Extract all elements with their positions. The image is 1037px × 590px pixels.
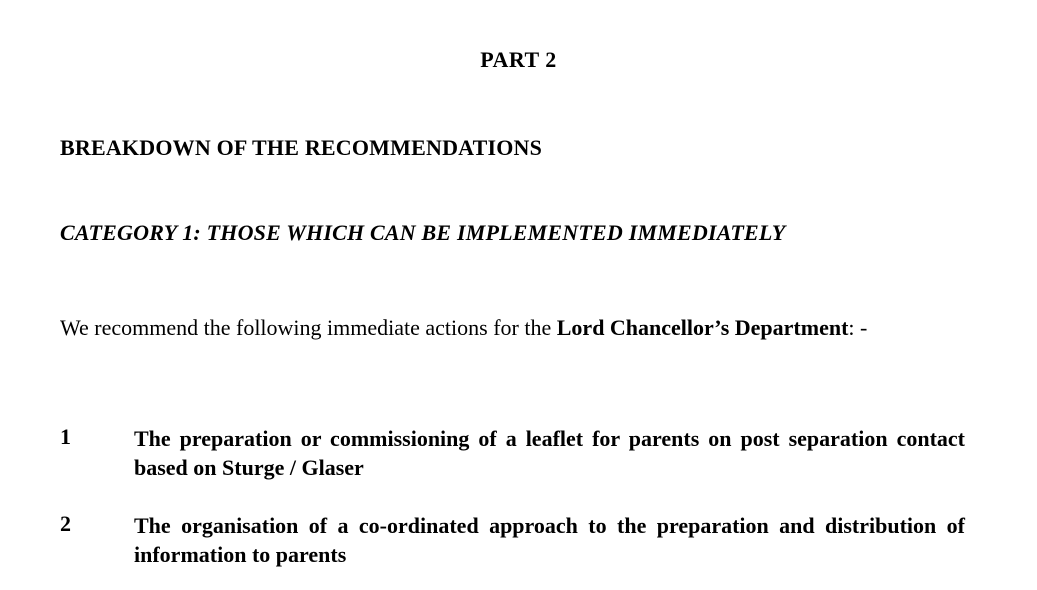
intro-paragraph <box>60 307 960 349</box>
part-title: PART 2 <box>480 47 557 72</box>
recommendation-number: 1 <box>60 424 71 449</box>
recommendation-number: 2 <box>60 511 71 536</box>
section-heading: BREAKDOWN OF THE RECOMMENDATIONS <box>60 135 543 160</box>
intro-text: We recommend the following immediate actions for the <box>60 315 557 340</box>
category-heading: CATEGORY 1: THOSE WHICH CAN BE IMPLEMENTED IMMEDIATELY <box>60 220 786 245</box>
recommendation-text: The organisation of a co-ordinated approach to the preparation and distribution of information to parents <box>134 513 965 567</box>
recommendation-text: The preparation or commissioning of a leaflet for parents on post separation contact based on Sturge / Glaser <box>134 426 965 480</box>
intro-suffix: : - <box>848 315 868 340</box>
department-name: Lord Chancellor’s Department <box>556 315 849 340</box>
